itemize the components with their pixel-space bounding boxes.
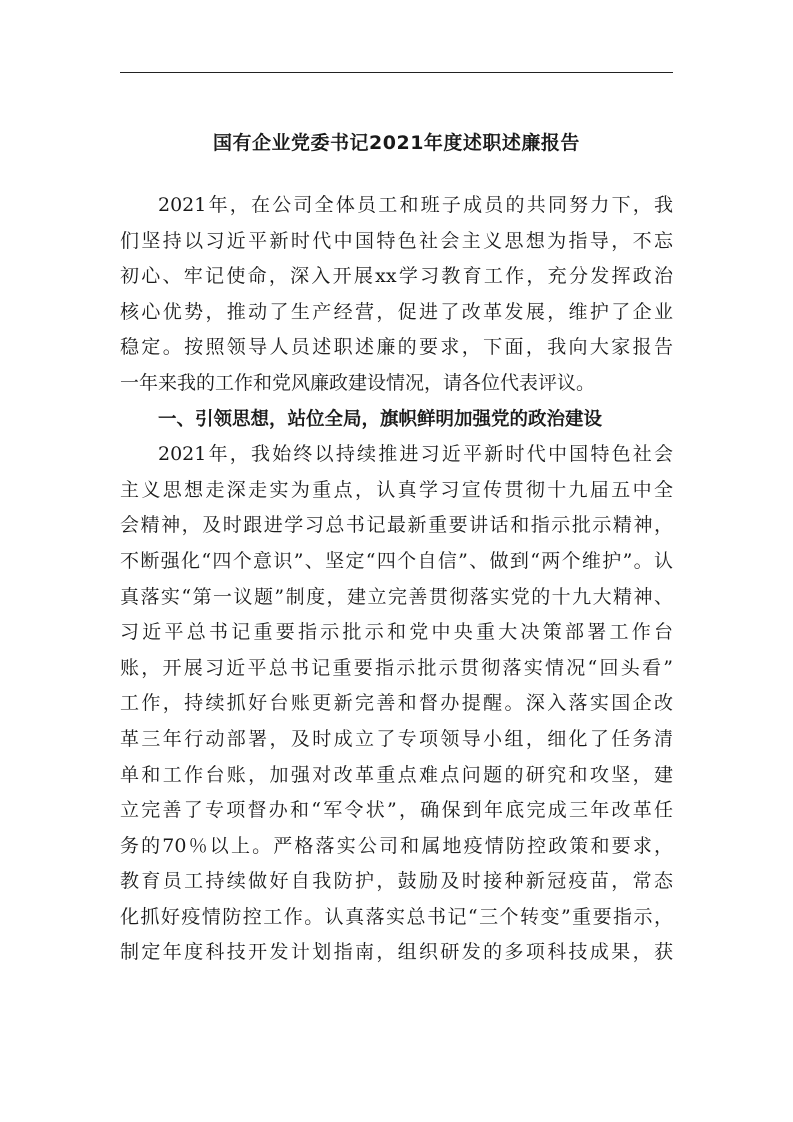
paragraph-line: 们坚持以习近平新时代中国特色社会主义思想为指导，不忘 (120, 229, 673, 252)
paragraph-line: 稳定。按照领导人员述职述廉的要求，下面，我向大家报告 (120, 336, 673, 359)
paragraph-line: 账，开展习近平总书记重要指示批示贯彻落实情况“回头看” (120, 656, 673, 679)
paragraph-line: 会精神，及时跟进学习总书记最新重要讲话和指示批示精神， (120, 514, 673, 537)
paragraph-line: 习近平总书记重要指示批示和党中央重大决策部署工作台 (120, 621, 673, 644)
paragraph-line: 务的70％以上。严格落实公司和属地疫情防控政策和要求， (120, 834, 673, 857)
paragraph-line: 初心、牢记使命，深入开展xx学习教育工作，充分发挥政治 (120, 265, 673, 288)
paragraph-line: 制定年度科技开发计划指南，组织研发的多项科技成果，获 (120, 941, 673, 964)
document-title: 国有企业党委书记2021年度述职述廉报告 (213, 132, 580, 154)
paragraph-line: 真落实“第一议题”制度，建立完善贯彻落实党的十九大精神、 (120, 585, 673, 608)
paragraph-line: 工作，持续抓好台账更新完善和督办提醒。深入落实国企改 (120, 692, 673, 715)
paragraph-line: 革三年行动部署，及时成立了专项领导小组，细化了任务清 (120, 727, 673, 750)
paragraph-line: 2021年，在公司全体员工和班子成员的共同努力下，我 (158, 194, 673, 216)
paragraph-line: 2021年，我始终以持续推进习近平新时代中国特色社会 (158, 443, 673, 466)
paragraph-line: 立完善了专项督办和“军令状”，确保到年底完成三年改革任 (120, 799, 673, 822)
section-heading: 一、引领思想，站位全局，旗帜鲜明加强党的政治建设 (158, 408, 603, 430)
header-rule (120, 72, 673, 73)
paragraph-line: 教育员工持续做好自我防护，鼓励及时接种新冠疫苗，常态 (120, 870, 673, 893)
paragraph-line: 不断强化“四个意识”、坚定“四个自信”、做到“两个维护”。认 (120, 549, 673, 572)
paragraph-line: 核心优势，推动了生产经营，促进了改革发展，维护了企业 (120, 300, 673, 323)
paragraph-line: 主义思想走深走实为重点，认真学习宣传贯彻十九届五中全 (120, 478, 673, 501)
document-body (120, 188, 673, 971)
paragraph-line: 化抓好疫情防控工作。认真落实总书记“三个转变”重要指示， (120, 905, 673, 928)
paragraph-line: 单和工作台账，加强对改革重点难点问题的研究和攻坚，建 (120, 763, 673, 786)
paragraph-line: 一年来我的工作和党风廉政建设情况，请各位代表评议。 (120, 371, 596, 394)
